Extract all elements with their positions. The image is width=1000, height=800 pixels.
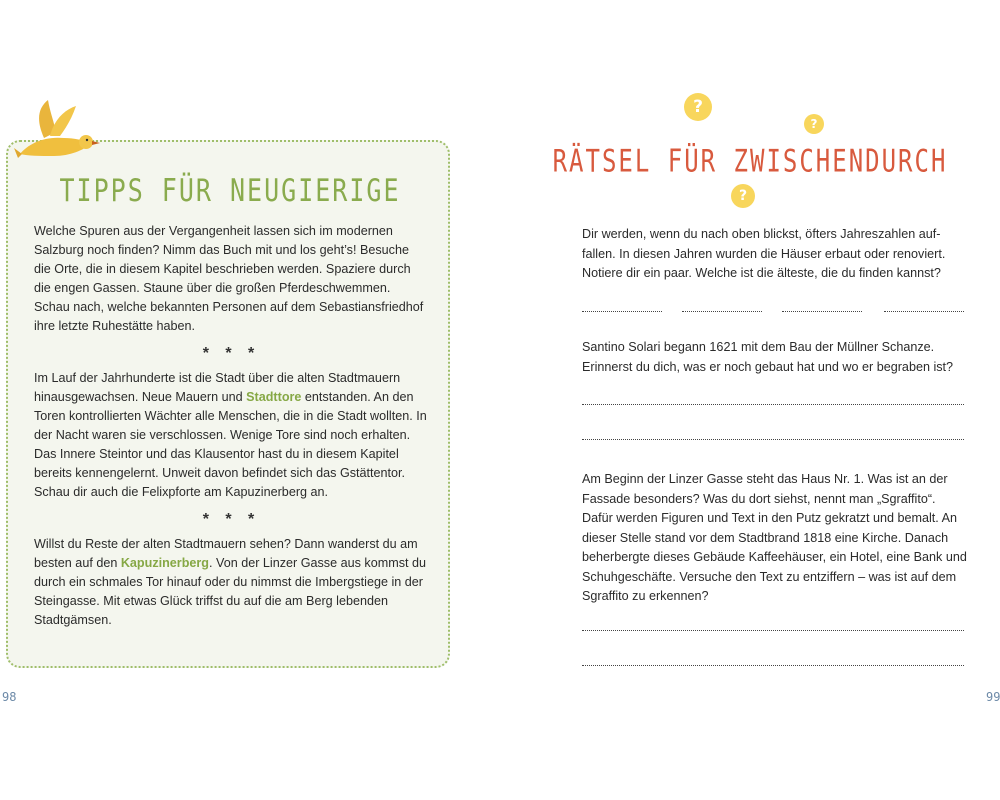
highlight-stadttore: Stadttore — [246, 390, 302, 404]
answer-line[interactable] — [782, 311, 862, 312]
tips-paragraph-1: Welche Spuren aus der Vergangenheit lassen sich im modernen Salzburg noch finden? Nimm das Buch mit und los geht’s! Besuche die Orte, die in diesem Kapitel beschrieben werden. Spaziere durch die engen Gassen. Staune über die großen Pferdeschwemmen. Schau nach, welche bekannten Personen auf dem Sebastiansfriedhof ihre letzte Ruhestätte haben. — [34, 224, 424, 333]
riddle-question-2: Santino Solari begann 1621 mit dem Bau der Müllner Schanze. Erinnerst du dich, was er noch gebaut hat und wo er begraben ist? — [582, 340, 954, 374]
right-page — [500, 0, 1000, 800]
highlight-kapuzinerberg: Kapuzinerberg — [120, 556, 209, 570]
tips-paragraph-3: Willst du Reste der alten Stadtmauern sehen? Dann wanderst du am besten auf den Kapuzinerberg. Von der Linzer Gasse aus kommst du durch ein schmales Tor hinauf oder du nimmst die Imbergstiege in der Steingasse. Mit etwas Glück triffst du auf die am Berg lebenden Stadtgämsen. — [34, 537, 426, 627]
tips-text — [34, 222, 429, 630]
section-divider: * * * — [202, 511, 261, 528]
answer-line[interactable] — [582, 665, 964, 666]
answer-line[interactable] — [884, 311, 964, 312]
tips-title: TIPPS FÜR NEUGIERIGE — [59, 172, 401, 209]
question-mark-icon: ? — [684, 93, 712, 121]
section-divider: * * * — [202, 345, 261, 362]
riddle-title: RÄTSEL FÜR ZWISCHENDURCH — [552, 143, 948, 180]
page-number-left: 98 — [2, 690, 17, 704]
answer-line[interactable] — [582, 630, 964, 631]
bird-icon — [14, 98, 100, 170]
page-number-right: 99 — [986, 690, 1000, 704]
question-mark-icon: ? — [731, 184, 755, 208]
answer-line[interactable] — [682, 311, 762, 312]
tips-paragraph-2: Im Lauf der Jahrhunderte ist die Stadt über die alten Stadtmauern hinausgewachsen. Neue Mauern und Stadttore entstanden. An den Toren kontrollierten Wächter alle Menschen, die in die Stadt wollten. In der Nacht waren sie verschlossen. Wenige Tore sind noch erhalten. Das Innere Steintor und das Klausentor hast du in diesem Kapitel bereits kennengelernt. Unweit davon befindet sich das Gstättentor. Schau dir auch die Felixpforte am Kapuzinerberg an. — [34, 371, 427, 499]
riddle-question-1: Dir werden, wenn du nach oben blickst, öfters Jahreszahlen auffallen. In diesen Jahren wurden die Häuser erbaut oder renoviert. Notiere dir ein paar. Welche ist die älteste, die du finden kannst? — [582, 227, 946, 280]
question-mark-icon: ? — [804, 114, 824, 134]
answer-line[interactable] — [582, 311, 662, 312]
answer-line[interactable] — [582, 404, 964, 405]
riddle-question-3: Am Beginn der Linzer Gasse steht das Haus Nr. 1. Was ist an der Fassade besonders? Was du dort siehst, nennt man „Sgraffito“. Dafür werden Figuren und Text in den Putz gekratzt und bemalt. An dieser Stelle stand vor dem Stadtbrand 1818 eine Kirche. Danach beherbergte dieses Gebäude Kaffeehäuser, ein Hotel, eine Bank und Schuhgeschäfte. Versuche den Text zu entziffern – was ist auf dem Sgraffito zu erkennen? — [582, 472, 967, 603]
answer-line[interactable] — [582, 439, 964, 440]
